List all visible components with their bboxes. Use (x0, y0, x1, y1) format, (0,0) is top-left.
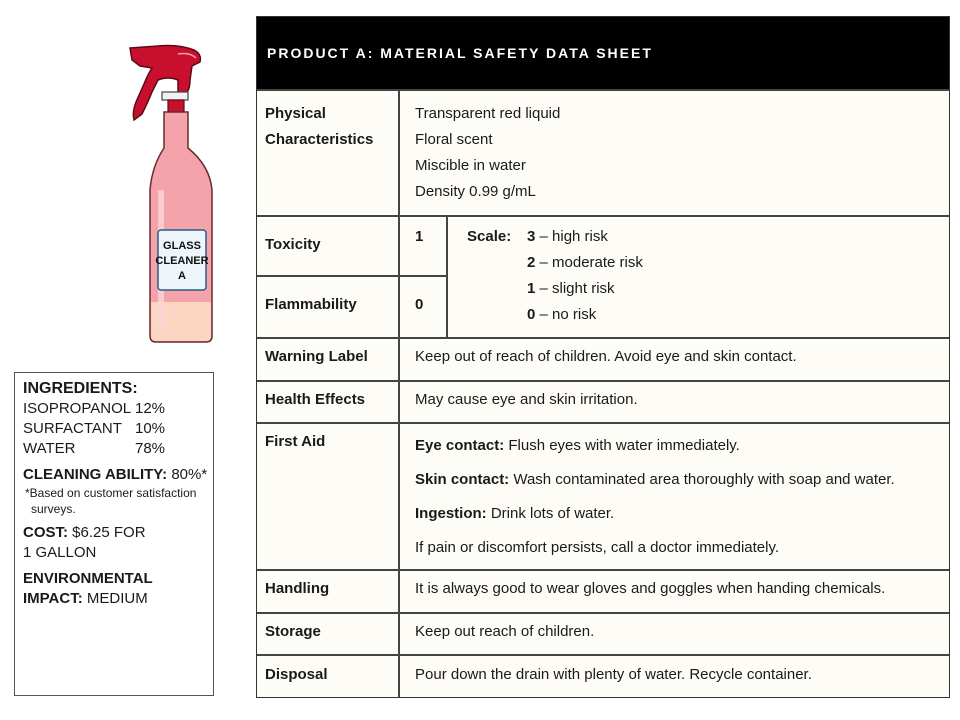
cleaning-ability (23, 465, 213, 485)
scale-entry (527, 302, 643, 328)
disposal-text: Pour down the drain with plenty of water. Recycle container. (415, 666, 812, 683)
row-label-warning: Warning Label (265, 348, 368, 365)
physical-value: Miscible in water (415, 157, 526, 174)
first-aid-skin (415, 463, 895, 497)
row-label-handling: Handling (265, 580, 330, 597)
ingredient-row (23, 439, 213, 459)
physical-value: Transparent red liquid (415, 105, 561, 122)
scale-number: 3 (527, 228, 536, 245)
ingredients-panel (14, 372, 214, 696)
physical-value: Density 0.99 g/mL (415, 183, 536, 200)
scale-number: 2 (527, 254, 536, 271)
bottle-label-line-3: A (178, 270, 186, 282)
environmental-impact-label: ENVIRONMENTAL (23, 570, 153, 587)
first-aid-persist: If pain or discomfort persists, call a doctor immediately. (415, 539, 780, 556)
physical-value: Floral scent (415, 131, 493, 148)
physical-label-line-2: Characteristics (265, 131, 374, 148)
bottle-label-line-2: CLEANER (155, 255, 209, 267)
environmental-impact-value: MEDIUM (86, 590, 148, 607)
ingredient-percent: 12% (135, 400, 166, 417)
footnote-line-2: surveys. (31, 502, 76, 516)
ingredient-percent: 78% (135, 440, 166, 457)
ingredient-name: WATER (23, 440, 76, 457)
toxicity-value: 1 (415, 228, 424, 245)
physical-values (415, 101, 560, 205)
first-aid-ingestion-text: Drink lots of water. (486, 505, 615, 522)
scale-number: 0 (527, 306, 536, 323)
scale-entry (527, 250, 643, 276)
first-aid-skin-text: Wash contaminated area thoroughly with soap and water. (509, 471, 895, 488)
sheet-title: PRODUCT A: MATERIAL SAFETY DATA SHEET (257, 17, 949, 89)
first-aid-ingestion (415, 497, 895, 531)
row-label-disposal: Disposal (265, 666, 328, 683)
ingredient-name: ISOPROPANOL (23, 400, 132, 417)
scale-entries (527, 224, 643, 328)
scale-entry (527, 224, 643, 250)
first-aid-eye-label: Eye contact: (415, 437, 505, 454)
cleaning-ability-value: 80%* (171, 466, 208, 483)
row-label-physical (265, 101, 373, 153)
warning-text: Keep out of reach of children. Avoid eye and skin contact. (415, 348, 797, 365)
scale-text: – moderate risk (535, 254, 643, 271)
cost-line-2: 1 GALLON (23, 544, 97, 561)
handling-text: It is always good to wear gloves and goggles when handing chemicals. (415, 580, 886, 597)
scale-text: – no risk (535, 306, 597, 323)
footnote-line-1: *Based on customer satisfaction (25, 486, 197, 500)
cleaning-ability-label: CLEANING ABILITY: (23, 466, 168, 483)
first-aid-eye-text: Flush eyes with water immediately. (504, 437, 740, 454)
row-label-health: Health Effects (265, 391, 366, 408)
environmental-impact-label-2: IMPACT: (23, 590, 83, 607)
environmental-impact (23, 589, 213, 609)
first-aid-ingestion-label: Ingestion: (415, 505, 487, 522)
row-label-toxicity: Toxicity (265, 236, 321, 253)
first-aid-eye (415, 429, 895, 463)
ingredients-heading: INGREDIENTS: (23, 380, 138, 397)
row-label-first-aid: First Aid (265, 433, 326, 450)
scale-entry (527, 276, 643, 302)
cost (23, 523, 213, 543)
scale-number: 1 (527, 280, 536, 297)
physical-label-line-1: Physical (265, 105, 326, 122)
ingredient-name: SURFACTANT (23, 420, 122, 437)
first-aid-skin-label: Skin contact: (415, 471, 510, 488)
bottle-label-line-1: GLASS (163, 240, 201, 252)
cost-value: $6.25 FOR (72, 524, 146, 541)
cleaning-footnote (23, 485, 213, 517)
health-text: May cause eye and skin irritation. (415, 391, 638, 408)
ingredient-row (23, 419, 213, 439)
flammability-value: 0 (415, 296, 424, 313)
scale-text: – slight risk (535, 280, 615, 297)
spray-bottle-illustration (118, 40, 218, 345)
cost-label: COST: (23, 524, 68, 541)
ingredient-percent: 10% (135, 420, 166, 437)
first-aid-text (415, 429, 895, 565)
row-label-storage: Storage (265, 623, 321, 640)
scale-label: Scale: (467, 228, 512, 245)
storage-text: Keep out reach of children. (415, 623, 595, 640)
scale-text: – high risk (535, 228, 608, 245)
row-label-flammability: Flammability (265, 296, 357, 313)
ingredient-row (23, 399, 213, 419)
msds-table (256, 16, 950, 698)
